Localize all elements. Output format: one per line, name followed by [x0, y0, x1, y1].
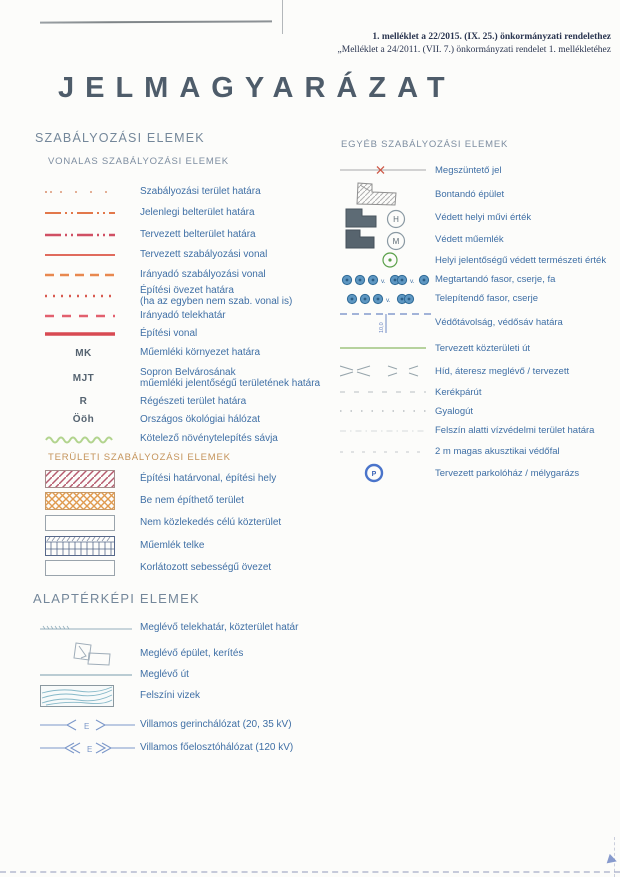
- legend-row: [340, 420, 618, 441]
- power-e-letter: E: [84, 722, 90, 731]
- distance-value: 10,0: [379, 322, 385, 333]
- dash-dot-red-line-icon: [45, 232, 140, 238]
- section-egyeb: EGYÉB SZABÁLYOZÁSI ELEMEK: [341, 139, 509, 150]
- legend-label: Bontandó épület: [435, 188, 505, 200]
- termination-mark-icon: [340, 164, 435, 176]
- legend-row: [45, 181, 325, 202]
- legend-row: [40, 683, 330, 709]
- legend-label: Építési határvonal, építési hely: [140, 473, 277, 485]
- legend-row: [340, 182, 618, 206]
- v-abbrev: v.: [410, 277, 415, 285]
- legend-row: [45, 265, 325, 285]
- regulation-reference: [338, 31, 611, 56]
- protected-natural-value-icon: [340, 251, 435, 269]
- linear-legend-list: [45, 181, 325, 448]
- legend-row: [45, 224, 325, 245]
- legend-label-line1: Sopron Belvárosának: [140, 366, 236, 378]
- scan-artifact-line: [40, 20, 272, 23]
- legend-label-line2: műemléki jelentőségű területének határa: [140, 378, 321, 389]
- r-boundary-code: R: [79, 396, 88, 407]
- legend-row: [340, 360, 618, 382]
- thick-red-line-icon: [45, 331, 140, 337]
- legend-row: [340, 441, 618, 462]
- m-monogram: M: [392, 237, 400, 246]
- legend-label: Korlátozott sebességű övezet: [140, 562, 272, 574]
- legend-row: [40, 615, 330, 641]
- scan-artifact-bottom-line: [0, 871, 620, 873]
- legend-label: Védőtávolság, védősáv határa: [435, 316, 563, 328]
- legend-label: Meglévő út: [140, 669, 189, 681]
- empty-area-icon: [45, 560, 140, 576]
- legend-row: [45, 429, 325, 448]
- other-legend-list: [340, 158, 618, 484]
- reference-line-2: „Melléklet a 24/2011. (VII. 7.) önkormányzati rendelet 1. mellékletéhez: [337, 44, 611, 55]
- legend-row: [340, 308, 618, 336]
- scan-artifact-arrow: [607, 854, 619, 866]
- dash-dot-faint-line-icon: [45, 189, 140, 195]
- reference-line-1: 1. melléklet a 22/2015. (IX. 25.) önkormányzati rendelethez: [372, 32, 611, 42]
- legend-label: Felszíni vizek: [140, 690, 201, 702]
- power-line-120kv-icon: [40, 740, 140, 756]
- legend-row: [45, 363, 325, 393]
- legend-label: Helyi jelentőségű védett természeti érték: [435, 254, 607, 266]
- power-line-20-35kv-icon: [40, 717, 140, 733]
- dashed-pink-line-icon: [45, 313, 140, 319]
- legend-row: [40, 641, 330, 667]
- legend-label: 2 m magas akusztikai védőfal: [435, 446, 560, 457]
- legend-label: Tervezett belterület határa: [140, 228, 256, 240]
- legend-row: [40, 667, 330, 683]
- legend-label: Kerékpárút: [435, 386, 482, 398]
- legend-row: [45, 393, 325, 410]
- legend-label: Telepítendő fasor, cserje: [435, 293, 538, 304]
- section-alapterkepi: ALAPTÉRKÉPI ELEMEK: [33, 591, 200, 606]
- legend-label: Be nem építhető terület: [140, 495, 244, 507]
- legend-label: Felszín alatti vízvédelmi terület határa: [435, 425, 595, 436]
- legend-row: [340, 270, 618, 289]
- legend-label: Meglévő telekhatár, közterület határ: [140, 622, 299, 634]
- legend-label: Építési vonal: [140, 328, 198, 340]
- planned-public-road-icon: [340, 345, 435, 351]
- legend-label: Műemléki környezet határa: [140, 347, 261, 359]
- protected-monument-icon: [340, 226, 435, 252]
- red-hatch-area-icon: [45, 470, 140, 488]
- footpath-line-icon: [340, 408, 435, 414]
- legend-row: [40, 737, 330, 759]
- section-szabalyozasi-elemek: SZABÁLYOZÁSI ELEMEK: [35, 131, 205, 145]
- legend-label: Irányadó telekhatár: [140, 310, 226, 322]
- groundwater-protection-line-icon: [340, 428, 435, 434]
- legend-label: Védett helyi művi érték: [435, 211, 532, 223]
- legend-row: [340, 206, 618, 228]
- dashed-orange-line-icon: [45, 272, 140, 278]
- tree-row-keep-icon: [340, 273, 435, 287]
- legend-label: Tervezett szabályozási vonal: [140, 249, 268, 261]
- legend-row: [45, 410, 325, 429]
- mk-boundary-code: MK: [75, 347, 92, 359]
- scan-artifact-vertical: [282, 0, 283, 34]
- legend-label: Villamos gerinchálózat (20, 35 kV): [140, 719, 292, 731]
- legend-row: [45, 285, 325, 307]
- legend-row: [45, 468, 325, 490]
- area-legend-list: [45, 468, 325, 579]
- legend-row: [45, 512, 325, 534]
- legend-label: Villamos főelosztóhálózat (120 kV): [140, 742, 294, 754]
- legend-row: [340, 382, 618, 402]
- v-abbrev: v.: [381, 277, 386, 285]
- legend-row: [340, 250, 618, 270]
- legend-row: [45, 307, 325, 325]
- legend-label: Meglévő épület, kerítés: [140, 648, 244, 660]
- v-abbrev: v.: [386, 296, 391, 304]
- legend-label: Megtartandó fasor, cserje, fa: [435, 274, 556, 285]
- dash-dot-orange-line-icon: [45, 210, 140, 216]
- legend-label: Híd, áteresz meglévő / tervezett: [435, 365, 570, 377]
- legend-label: Irányadó szabályozási vonal: [140, 269, 266, 281]
- p-letter: P: [371, 471, 377, 478]
- existing-building-icon: [40, 640, 140, 668]
- legend-row: [45, 325, 325, 343]
- orange-crosshatch-area-icon: [45, 492, 140, 510]
- legend-row: [340, 289, 618, 308]
- legend-row: [340, 462, 618, 484]
- legend-row: [45, 557, 325, 579]
- legend-label: Országos ökológiai hálózat: [140, 413, 261, 425]
- grid-area-icon: [45, 536, 140, 556]
- section-teruleti: TERÜLETI SZABÁLYOZÁSI ELEMEK: [48, 452, 231, 463]
- solid-red-line-icon: [45, 252, 140, 258]
- power-e-letter: E: [87, 745, 93, 754]
- tree-row-plant-icon: [340, 292, 435, 306]
- h-monogram: H: [393, 215, 399, 224]
- legend-label-line2: (ha az egyben nem szab. vonal is): [140, 296, 293, 307]
- legend-label: Jelenlegi belterület határa: [140, 207, 255, 219]
- parking-garage-icon: [340, 462, 435, 484]
- legend-row: [40, 713, 330, 737]
- wavy-green-line-icon: [45, 434, 140, 444]
- legend-label: Nem közlekedés célú közterület: [140, 517, 282, 529]
- legend-row: [45, 343, 325, 363]
- legend-row: [340, 402, 618, 420]
- parcel-boundary-line-icon: [40, 623, 140, 633]
- basemap-legend-list: [40, 615, 330, 759]
- dotted-red-line-icon: [45, 293, 140, 299]
- empty-area-icon: [45, 515, 140, 531]
- legend-row: [45, 490, 325, 512]
- legend-label: Tervezett parkolóház / mélygarázs: [435, 467, 580, 479]
- subsection-vonalas: VONALAS SZABÁLYOZÁSI ELEMEK: [48, 156, 229, 167]
- mjt-boundary-code: MJT: [72, 372, 95, 384]
- surface-water-icon: [40, 685, 140, 707]
- legend-label: Műemlék telke: [140, 539, 205, 551]
- legend-label-line1: Építési övezet határa: [140, 284, 234, 296]
- legend-row: [45, 202, 325, 224]
- legend-label: Védett műemlék: [435, 233, 504, 245]
- bike-path-line-icon: [340, 389, 435, 395]
- legend-row: [340, 158, 618, 182]
- legend-row: [340, 336, 618, 360]
- bridge-culvert-icon: [340, 364, 435, 378]
- ooh-network-code: Ööh: [72, 414, 95, 425]
- legend-label: Tervezett közterületi út: [435, 342, 531, 354]
- legend-label: Régészeti terület határa: [140, 395, 247, 407]
- legend-label: Gyalogút: [435, 405, 474, 417]
- legend-label: [140, 285, 292, 308]
- legend-label: [140, 367, 320, 390]
- protection-distance-icon: [340, 309, 435, 335]
- legend-row: [340, 228, 618, 250]
- acoustic-wall-line-icon: [340, 449, 435, 455]
- legend-label: Szabályozási terület határa: [140, 185, 261, 197]
- legend-label: Megszüntető jel: [435, 164, 502, 176]
- legend-label: Kötelező növénytelepítés sávja: [140, 432, 278, 444]
- page-title: JELMAGYARÁZAT: [58, 72, 456, 104]
- existing-road-line-icon: [40, 672, 140, 678]
- legend-row: [45, 534, 325, 557]
- legend-row: [45, 245, 325, 265]
